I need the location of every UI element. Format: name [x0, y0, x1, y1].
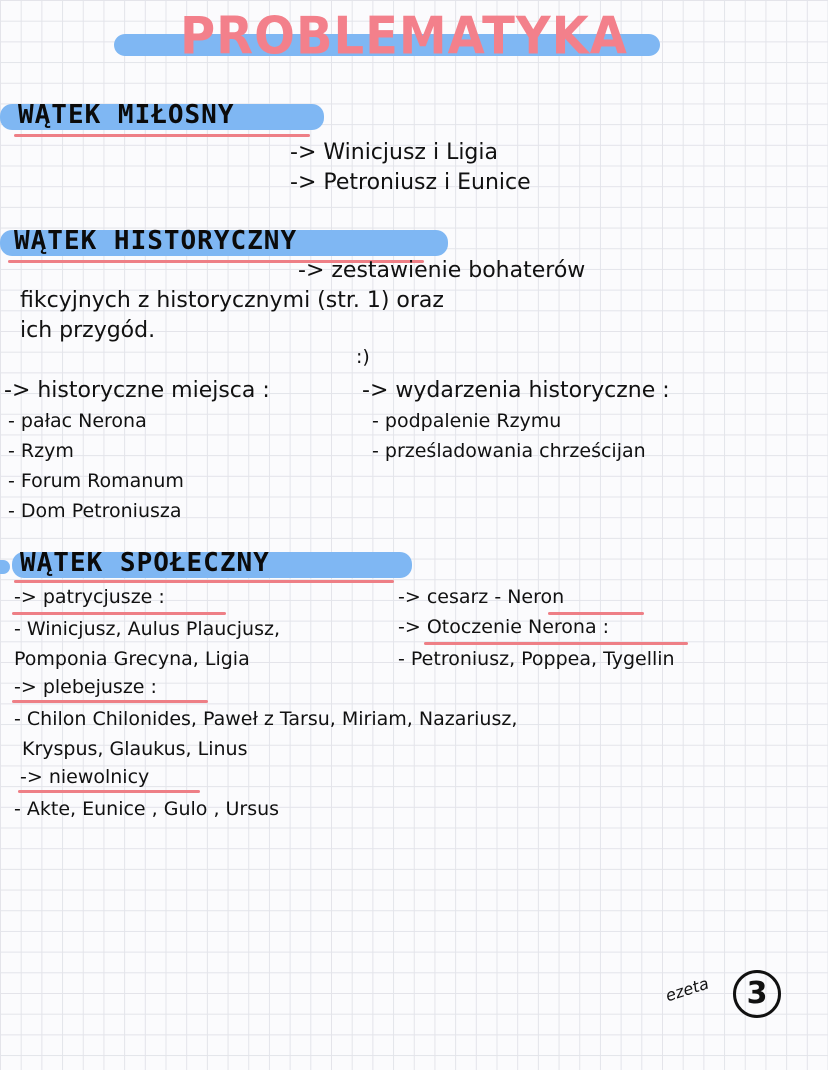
place-item-4: - Dom Petroniusza — [8, 500, 182, 522]
entourage-list: - Petroniusz, Poppea, Tygellin — [398, 648, 675, 670]
page-title: PROBLEMATYKA — [180, 5, 628, 67]
place-item-1: - pałac Nerona — [8, 410, 147, 432]
patricians-list-2: Pomponia Grecyna, Ligia — [14, 648, 250, 670]
place-item-2: - Rzym — [8, 440, 74, 462]
plebeians-heading: -> plebejusze : — [14, 676, 157, 698]
events-heading: -> wydarzenia historyczne : — [362, 378, 670, 403]
patricians-underline — [12, 612, 226, 615]
love-item-2: -> Petroniusz i Eunice — [290, 170, 531, 195]
bullet-marker — [0, 560, 10, 574]
page-number: 3 — [733, 970, 781, 1018]
plebeians-list-2: Kryspus, Glaukus, Linus — [22, 738, 248, 760]
smiley: :) — [356, 346, 370, 368]
patricians-list-1: - Winicjusz, Aulus Plaucjusz, — [14, 618, 280, 640]
plebeians-underline — [12, 700, 208, 703]
heading-love: WĄTEK MIŁOSNY — [18, 100, 235, 130]
entourage-underline — [424, 642, 688, 645]
emperor-underline — [548, 612, 644, 615]
slaves-heading: -> niewolnicy — [20, 766, 150, 788]
heading-historical: WĄTEK HISTORYCZNY — [14, 226, 298, 256]
place-item-3: - Forum Romanum — [8, 470, 184, 492]
heading-underline-love — [14, 134, 310, 137]
places-heading: -> historyczne miejsca : — [4, 378, 270, 403]
emperor-heading: -> cesarz - Neron — [398, 586, 565, 608]
entourage-heading: -> Otoczenie Nerona : — [398, 616, 610, 638]
event-item-2: - prześladowania chrześcijan — [372, 440, 646, 462]
historical-line-1: -> zestawienie bohaterów — [298, 258, 586, 283]
slaves-list: - Akte, Eunice , Gulo , Ursus — [14, 798, 280, 820]
heading-social: WĄTEK SPOŁECZNY — [20, 548, 270, 578]
plebeians-list-1: - Chilon Chilonides, Paweł z Tarsu, Miriam, Nazariusz, — [14, 708, 518, 730]
historical-line-2: fikcyjnych z historycznymi (str. 1) oraz — [20, 288, 444, 313]
slaves-underline — [18, 790, 200, 793]
historical-line-3: ich przygód. — [20, 318, 156, 343]
signature: ezeta — [663, 973, 712, 1006]
love-item-1: -> Winicjusz i Ligia — [290, 140, 498, 165]
event-item-1: - podpalenie Rzymu — [372, 410, 562, 432]
patricians-heading: -> patrycjusze : — [14, 586, 165, 608]
heading-underline-social — [14, 580, 394, 583]
